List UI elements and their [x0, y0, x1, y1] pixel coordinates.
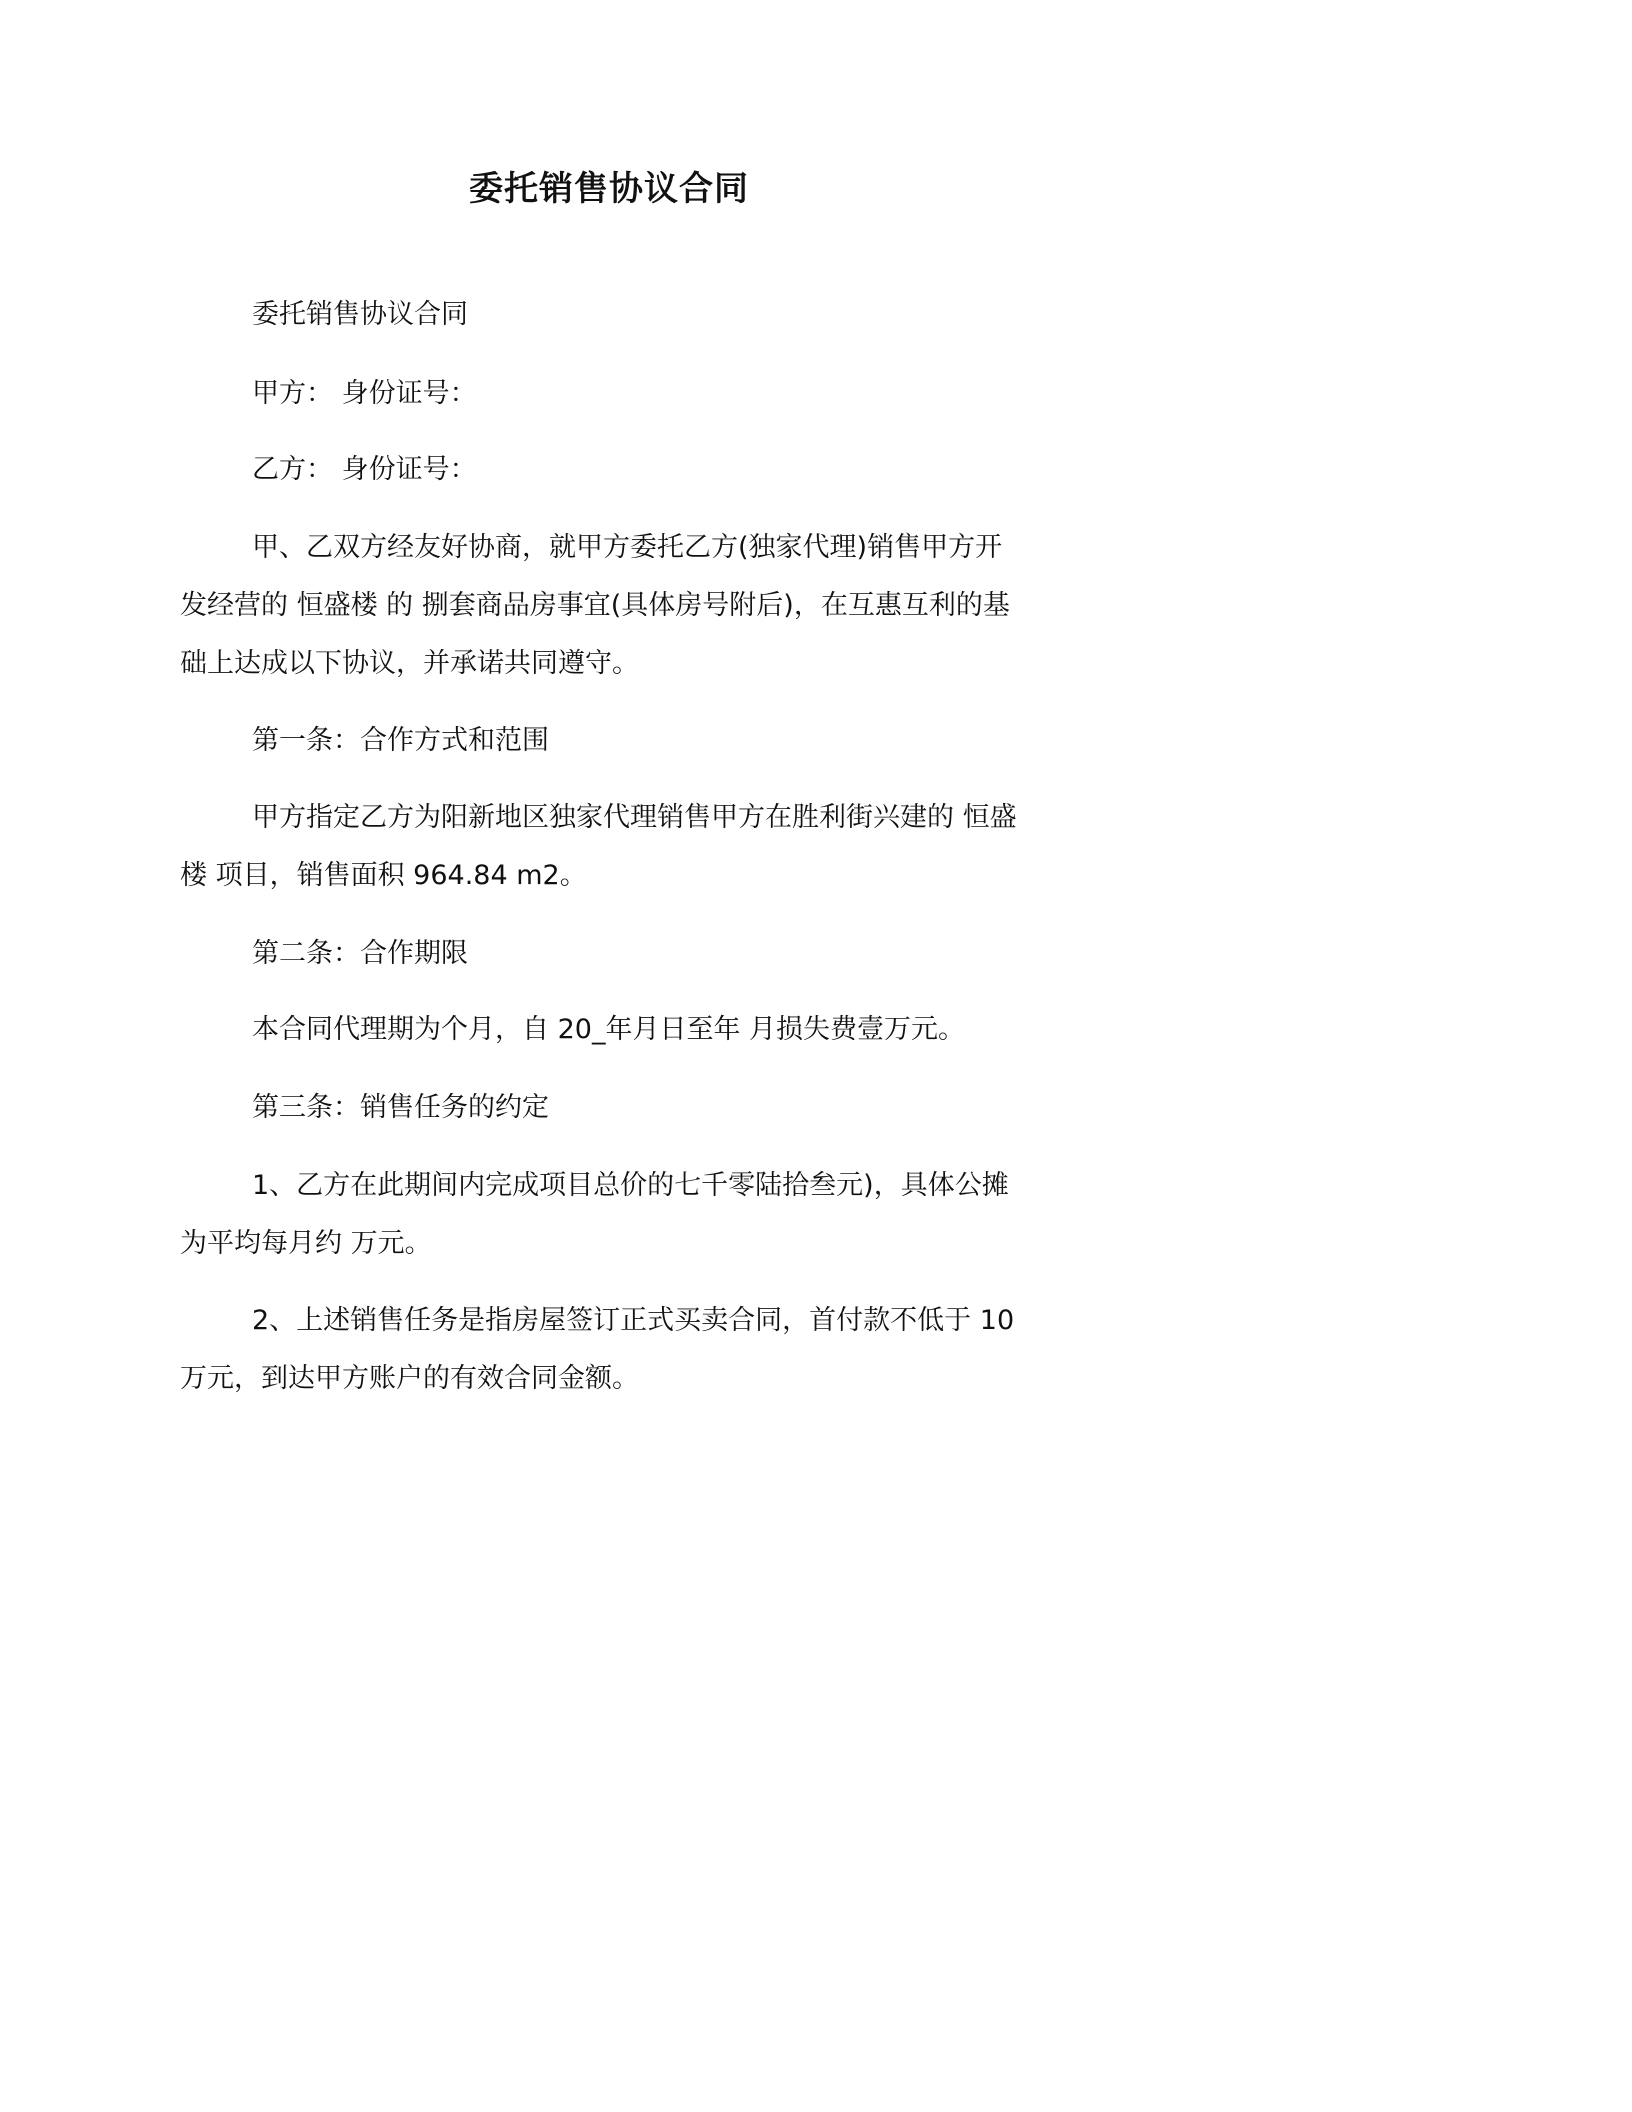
paragraph-line: 第二条：合作期限: [252, 938, 468, 969]
article-2-heading: [180, 925, 1112, 983]
party-a-paragraph: [180, 365, 1112, 423]
paragraph-line: 1、乙方在此期间内完成项目总价的七千零陆拾叁元)，具体公摊: [252, 1170, 1009, 1201]
preamble-paragraph: [180, 519, 1040, 693]
paragraph-line: 甲方： 身份证号：: [252, 378, 477, 409]
article-1-paragraph: [180, 789, 1040, 905]
paragraph-line: 第一条：合作方式和范围: [252, 725, 549, 756]
paragraph-line: 2、上述销售任务是指房屋签订正式买卖合同，首付款不低于 10: [252, 1305, 1015, 1336]
article-3-item-1: [180, 1157, 1040, 1273]
paragraph-line: 甲、乙双方经友好协商，就甲方委托乙方(独家代理)销售甲方开: [252, 532, 1003, 563]
paragraph-line: 委托销售协议合同: [252, 299, 468, 330]
paragraph-line: 甲方指定乙方为阳新地区独家代理销售甲方在胜利街兴建的 恒盛: [252, 802, 1017, 833]
article-2-paragraph: [180, 1001, 1112, 1059]
article-1-heading: [180, 712, 1112, 770]
document-title: 委托销售协议合同: [469, 169, 749, 209]
party-b-paragraph: [180, 441, 1112, 499]
paragraph-line: 发经营的 恒盛楼 的 捌套商品房事宜(具体房号附后)，在互惠互利的基: [180, 590, 1010, 621]
paragraph-line: 本合同代理期为个月，自 20_年月日至年 月损失费壹万元。: [252, 1014, 966, 1045]
paragraph-line: 万元，到达甲方账户的有效合同金额。: [180, 1363, 639, 1394]
article-3-item-2: [180, 1292, 1040, 1408]
paragraph-line: 乙方： 身份证号：: [252, 454, 477, 485]
subtitle-paragraph: [180, 286, 1112, 344]
paragraph-line: 第三条：销售任务的约定: [252, 1092, 549, 1123]
paragraph-line: 楼 项目，销售面积 964.84 m2。: [180, 860, 587, 891]
paragraph-line: 础上达成以下协议，并承诺共同遵守。: [180, 648, 639, 679]
paragraph-line: 为平均每月约 万元。: [180, 1228, 432, 1259]
article-3-heading: [180, 1079, 1112, 1137]
